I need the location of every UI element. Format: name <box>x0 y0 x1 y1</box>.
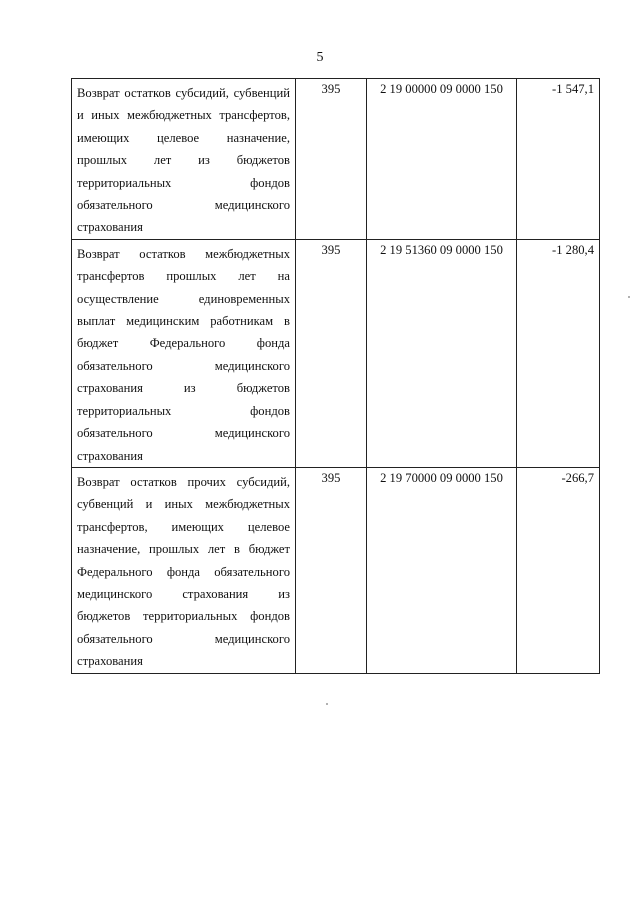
table-row <box>72 239 600 467</box>
row-amount: -266,7 <box>517 467 600 673</box>
row-budget-code: 2 19 00000 09 0000 150 <box>367 79 517 240</box>
row-admin-code: 395 <box>296 239 367 467</box>
row-name-cell <box>72 467 296 673</box>
row-amount: -1 547,1 <box>517 79 600 240</box>
row-name-last-line: страхования <box>77 448 143 463</box>
row-name-text: Возврат остатков межбюджетных трансфертов прошлых лет на осуществление единовременных выплат медицинским работникам в бюджет Федерального фонда обязательного медицинского страхования из бюджетов территориальных фондов обязательного медицинского <box>77 246 290 441</box>
scan-speck <box>326 703 328 705</box>
page-number: 5 <box>316 50 324 65</box>
row-amount: -1 280,4 <box>517 239 600 467</box>
row-budget-code: 2 19 70000 09 0000 150 <box>367 467 517 673</box>
row-admin-code: 395 <box>296 467 367 673</box>
budget-table <box>71 78 600 674</box>
table-row <box>72 79 600 240</box>
row-name-last-line: страхования <box>77 220 143 235</box>
row-admin-code: 395 <box>296 79 367 240</box>
table-row <box>72 467 600 673</box>
row-name-cell <box>72 79 296 240</box>
scan-speck <box>628 296 630 298</box>
row-name-text: Возврат остатков субсидий, субвенций и иных межбюджетных трансфертов, имеющих целевое назначение, прошлых лет из бюджетов территориальных фондов обязательного медицинского <box>77 86 290 213</box>
row-name-text: Возврат остатков прочих субсидий, субвенций и иных межбюджетных трансфертов, имеющих целевое назначение, прошлых лет в бюджет Федерального фонда обязательного медицинского страхования из бюджетов территориальных фондов обязательного медицинского <box>77 474 290 646</box>
row-name-last-line: страхования <box>77 654 143 669</box>
row-budget-code: 2 19 51360 09 0000 150 <box>367 239 517 467</box>
row-name-cell <box>72 239 296 467</box>
